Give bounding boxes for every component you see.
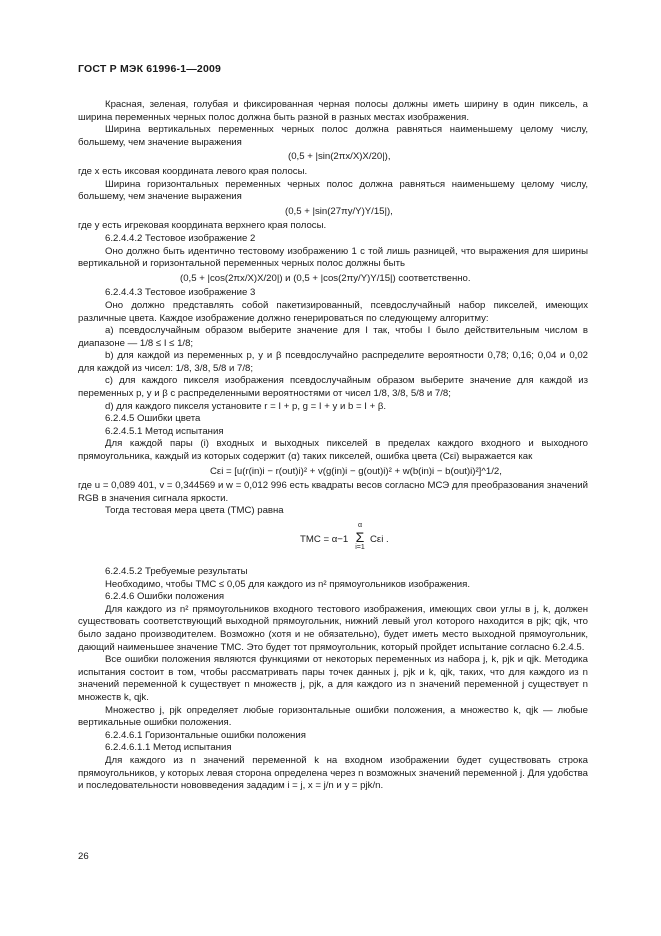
tm-formula-lhs: TMC = α−1 <box>300 534 349 545</box>
page-header: ГОСТ Р МЭК 61996-1—2009 <box>78 63 222 75</box>
formula: (0,5 + |cos(2πx/X)X/20|) и (0,5 + |cos(2πy/Y)Y/15|) соответственно. <box>180 272 471 284</box>
section-heading: 6.2.4.4.2 Тестовое изображение 2 <box>105 232 256 244</box>
sum-lower-limit: i=1 <box>355 544 365 551</box>
paragraph: Ширина вертикальных переменных черных полос должна равняться наименьшему целому числу, большему, чем значение выражения <box>78 124 588 148</box>
paragraph: Для каждого из n значений переменной k на входном изображении будет существовать строка прямоугольников, у которых левая сторона определена через n возможных значений переменной j. Для удобства и последовательности нововведения зададим i = j, x = j/n и y = pjk/n. <box>78 754 588 792</box>
formula: (0,5 + |sin(2πx/X)X/20|), <box>288 151 391 163</box>
paragraph: Все ошибки положения являются функциями от некоторых переменных из набора j, k, pjk и qjk. Методика испытания состоит в том, чтобы рассматривать пары точек данных j, pjk и k, qjk, таких, что для каждого из n значений переменной k существует n множеств j, pjk, а для каждого из n значений переменной j существует n множеств k, qjk. <box>78 654 588 703</box>
paragraph: где u = 0,089 401, v = 0,344569 и w = 0,012 996 есть квадраты весов согласно МСЭ для преобразования значений RGB в значения сигнала яркости. <box>78 480 588 504</box>
sum-operator <box>353 522 367 552</box>
paragraph: Для каждой пары (i) входных и выходных пикселей в пределах каждого входного и выходного прямоугольника, каждый из которых содержит (α) таких пикселей, ошибка цвета (Cεi) выражается как <box>78 438 588 463</box>
paragraph: Ширина горизонтальных переменных черных полос должна равняться наименьшему целому числу, большему, чем значение выражения <box>78 178 588 203</box>
list-item: b) для каждой из переменных p, y и β псевдослучайно распределите вероятности 0,78; 0,16; 0,04 и 0,02 для каждой из чисел: 1/8, 3/8, 5/8 и 7/8; <box>78 350 588 374</box>
section-heading: 6.2.4.6 Ошибки положения <box>105 591 225 603</box>
section-heading: 6.2.4.5.1 Метод испытания <box>105 425 224 437</box>
document-body <box>78 99 588 793</box>
formula: Cεi = [u(r(in)i − r(out)i)² + v(g(in)i − g(out)i)² + w(b(in)i − b(out)i)²]^1/2, <box>210 465 502 477</box>
paragraph: Для каждого из n² прямоугольников входного тестового изображения, имеющих свои углы в j, k, должен существовать соответствующий выходной прямоугольник, нижний левый угол которого находится в pjk; qjk, что было задано производителем. Возможно (хотя и не обязательно), будет иметь место выходной прямоугольник, дающий наименьшее значение TMC. Это будет тот прямоугольник, который пройдет испытание согласно 6.2.4.5. <box>78 603 588 653</box>
paragraph: Множество j, pjk определяет любые горизонтальные ошибки положения, а множество k, qjk — любые вертикальные ошибки положения. <box>78 704 588 729</box>
section-heading: 6.2.4.5 Ошибки цвета <box>105 413 201 425</box>
paragraph: Тогда тестовая мера цвета (TMC) равна <box>105 505 284 517</box>
paragraph: Необходимо, чтобы TMC ≤ 0,05 для каждого из n² прямоугольников изображения. <box>105 578 470 590</box>
tm-formula <box>78 520 588 560</box>
tm-formula-rhs: Cεi . <box>370 534 389 545</box>
paragraph: Красная, зеленая, голубая и фиксированная черная полосы должны иметь ширину в один пиксель, а ширина переменных черных полос должна быть разной в разных местах изображения. <box>78 99 588 123</box>
paragraph: где y есть игрековая координата верхнего края полосы. <box>78 220 327 232</box>
sigma-symbol: Σ <box>355 529 365 545</box>
list-item: a) псевдослучайным образом выберите значение для I так, чтобы I было действительным числом в диапазоне — 1/8 ≤ I ≤ 1/8; <box>78 325 588 349</box>
section-heading: 6.2.4.4.3 Тестовое изображение 3 <box>105 287 256 299</box>
section-heading: 6.2.4.6.1.1 Метод испытания <box>105 742 232 754</box>
list-item: d) для каждого пикселя установите r = I + p, g = I + y и b = I + β. <box>105 400 387 412</box>
formula: (0,5 + |sin(27πy/Y)Y/15|), <box>285 205 393 217</box>
paragraph: где x есть иксовая координата левого края полосы. <box>78 165 308 177</box>
section-heading: 6.2.4.5.2 Требуемые результаты <box>105 566 248 577</box>
list-item: c) для каждого пикселя изображения псевдослучайным образом выберите значение для каждой из переменных p, y и β с распределенными вероятностями от чисел 1/8, 3/8, 5/8 и 7/8; <box>78 375 588 400</box>
section-heading: 6.2.4.6.1 Горизонтальные ошибки положения <box>105 729 306 741</box>
sum-upper-limit: α <box>357 522 363 529</box>
paragraph: Оно должно быть идентично тестовому изображению 1 с той лишь разницей, что выражения для ширины вертикальной и горизонтальной переменных черных полос должны быть <box>78 245 588 270</box>
page-number: 26 <box>78 851 89 862</box>
paragraph: Оно должно представлять собой пакетизированный, псевдослучайный набор пикселей, имеющих различные цвета. Каждое изображение должно генерироваться по следующему алгоритму: <box>78 299 588 324</box>
